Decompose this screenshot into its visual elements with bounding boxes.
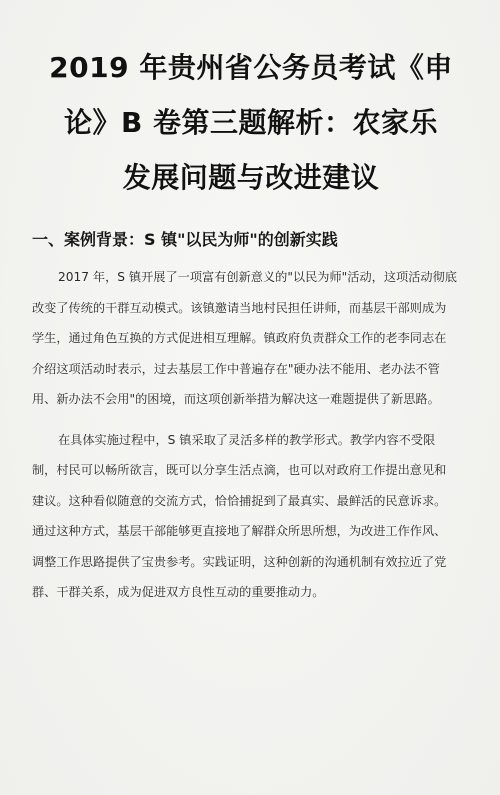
text-line: 用、新办法不会用"的困境，而这项创新举措为解决这一难题提供了新思路。	[32, 392, 440, 406]
text-line: 介绍这项活动时表示，过去基层工作中普遍存在"硬办法不能用、老办法不管	[32, 361, 440, 376]
text-line: 2017 年，S 镇开展了一项富有创新意义的"以民为师"活动，这项活动彻底	[58, 270, 457, 284]
text-line: 调整工作思路提供了宝贵参考。实践证明，这种创新的沟通机制有效拉近了党	[32, 554, 447, 569]
title-line: 发展问题与改进建议	[122, 161, 380, 194]
text-line: 群、干群关系，成为促进双方良性互动的重要推动力。	[32, 585, 325, 599]
title-line: 论》B 卷第三题解析：农家乐	[63, 106, 439, 139]
text-line: 通过这种方式，基层干部能够更直接地了解群众所思所想，为改进工作作风、	[32, 524, 447, 538]
text-line: 学生，通过角色互换的方式促进相互理解。镇政府负责群众工作的老李同志在	[32, 331, 447, 345]
text-line: 建议。这种看似随意的交流方式，恰恰捕捉到了最真实、最鲜活的民意诉求。	[32, 493, 447, 508]
text-line: 改变了传统的干群互动模式。该镇邀请当地村民担任讲师，而基层干部则成为	[32, 300, 447, 315]
body-text	[32, 262, 470, 608]
text-line: 制，村民可以畅所欲言，既可以分享生活点滴，也可以对政府工作提出意见和	[32, 463, 447, 477]
document-title	[32, 40, 470, 205]
paragraph-spacer	[32, 415, 470, 425]
section-heading: 一、案例背景：S 镇"以民为师"的创新实践	[32, 230, 338, 249]
paragraph-2	[32, 425, 470, 608]
title-line: 2019 年贵州省公务员考试《申	[49, 51, 453, 84]
paragraph-1	[32, 262, 470, 415]
text-line: 在具体实施过程中，S 镇采取了灵活多样的教学形式。教学内容不受限	[58, 432, 436, 447]
